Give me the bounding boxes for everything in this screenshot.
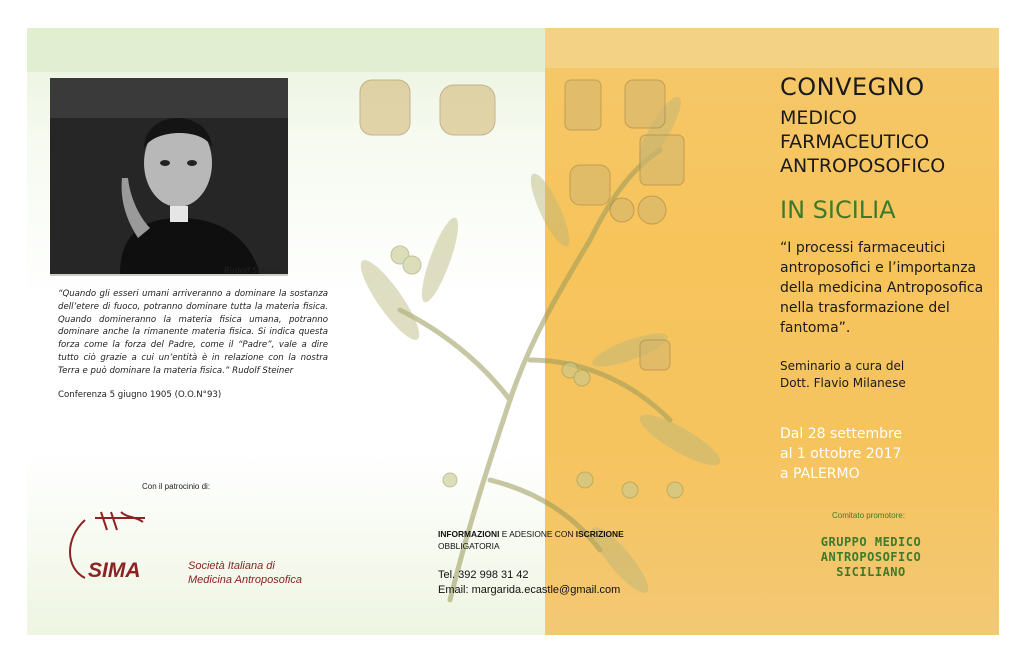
portrait-illustration [50, 78, 288, 274]
event-topic-line: fantoma”. [780, 320, 851, 336]
event-topic-line: “I processi farmaceutici [780, 240, 946, 256]
quote-reference: Conferenza 5 giugno 1905 (O.O.N°93) [58, 390, 222, 400]
registration-info [438, 528, 624, 552]
committee-line2: ANTROPOSOFICO [820, 550, 922, 564]
event-title-line4: ANTROPOSOFICO [780, 155, 946, 177]
sponsor-label: Con il patrocinio di: [142, 482, 211, 491]
registration-info-line1 [438, 528, 624, 540]
date-line2: al 1 ottobre 2017 [780, 446, 902, 462]
sima-name [188, 559, 302, 587]
photo-caption: Rudolf Steiner [224, 266, 281, 275]
registration-info-line2: OBBLIGATORIA [438, 541, 500, 551]
committee-label: Comitato promotore: [832, 511, 905, 520]
contact-phone: Tel. 392 998 31 42 [438, 569, 529, 581]
info-heading: INFORMAZIONI [438, 529, 500, 539]
event-title-main: CONVEGNO [780, 73, 925, 101]
sima-name-line2: Medicina Antroposofica [188, 574, 302, 586]
event-topic-line: nella trasformazione del [780, 300, 950, 316]
contact-email: Email: margarida.ecastle@gmail.com [438, 584, 621, 596]
info-registration: ISCRIZIONE [575, 529, 624, 539]
event-topic [780, 238, 1000, 338]
date-line1: Dal 28 settembre [780, 426, 903, 442]
seminar-line1: Seminario a cura del [780, 359, 905, 373]
event-topic-line: antroposofici e l’importanza [780, 260, 977, 276]
event-title-sub [780, 106, 945, 178]
date-line3: a PALERMO [780, 466, 860, 482]
info-middle: E ADESIONE CON [499, 529, 576, 539]
event-title-line3: FARMACEUTICO [780, 131, 930, 153]
steiner-quote: “Quando gli esseri umani arriveranno a dominare la sostanza dell’etere di fuoco, potranno dominare tutta la materia fisica. Quando domineranno la materia fisica umana, potranno dominare anche la rimanente materia fisica. Si indica questa forza come la forza del Padre, come il “Padre”, vale a dire tutto ciò grazie a cui un’entità è in relazione con la nostra Terra e può dominare la materia fisica.” Rudolf Steiner [58, 289, 328, 376]
rudolf-steiner-photo [50, 78, 288, 276]
committee-line1: GRUPPO MEDICO [820, 535, 922, 549]
event-dates [780, 424, 902, 484]
committee-name [806, 535, 936, 580]
event-title-line2: MEDICO [780, 107, 857, 129]
committee-line3: SICILIANO [836, 565, 906, 579]
sima-logo-text: SIMA [88, 559, 141, 582]
event-topic-line: della medicina Antroposofica [780, 280, 984, 296]
sima-name-line1: Società Italiana di [188, 560, 275, 572]
seminar-line2: Dott. Flavio Milanese [780, 376, 906, 390]
event-title-location: IN SICILIA [780, 196, 896, 224]
contact-details [438, 568, 620, 598]
seminar-info [780, 358, 906, 392]
